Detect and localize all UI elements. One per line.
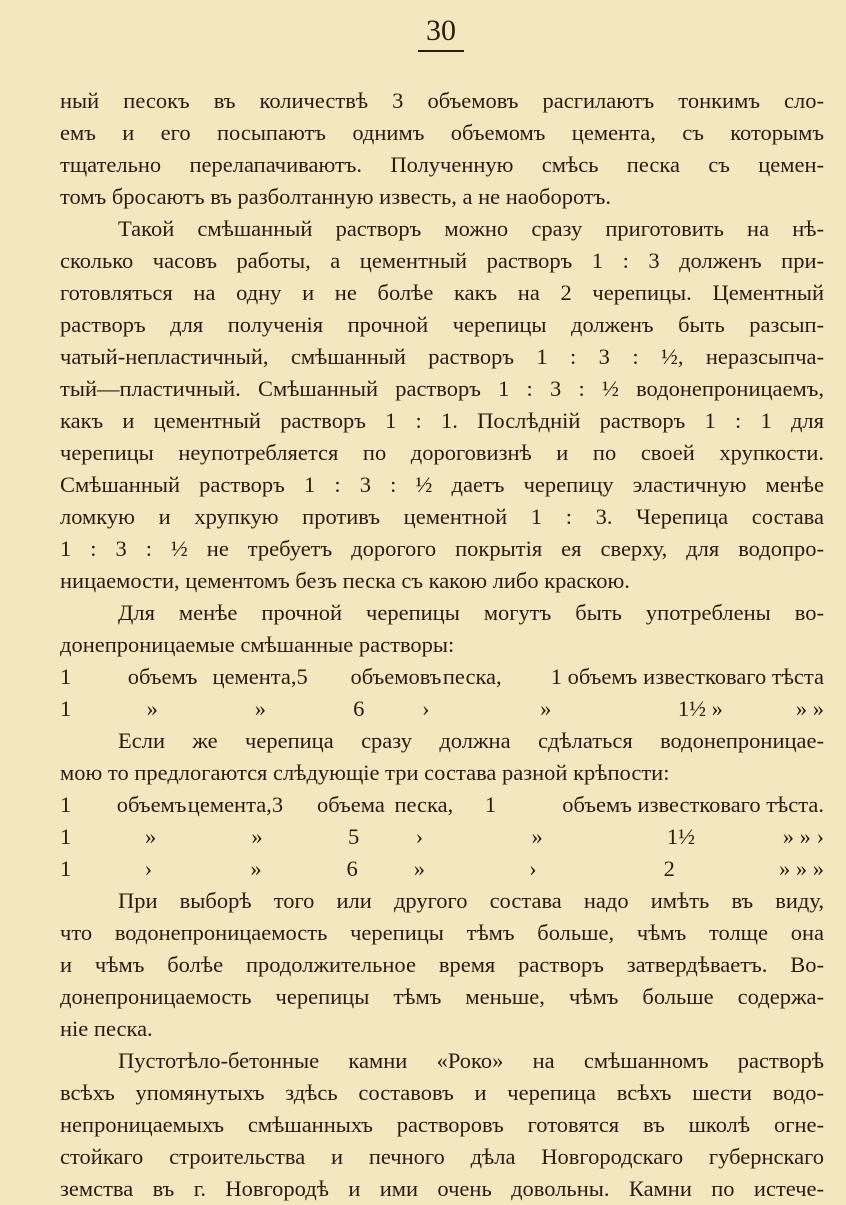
- composition-cell: ›: [529, 856, 537, 881]
- text-line: чатый-непластичный, смѣшанный растворъ 1 : 3 : ½, неразсыпча-: [60, 344, 824, 369]
- composition-cell: объема: [317, 792, 385, 817]
- text-line: всѣхъ упомянутыхъ здѣсь составовъ и черепица всѣхъ шести водо-: [60, 1080, 824, 1105]
- composition-cell: 5: [347, 824, 360, 849]
- composition-cell: ›: [422, 696, 430, 721]
- composition-cell: песка,: [394, 792, 454, 817]
- text-line: томъ бросаютъ въ разболтанную известь, а не наоборотъ.: [60, 184, 611, 209]
- text-line: донепроницаемые смѣшанные растворы:: [60, 632, 455, 657]
- composition-cell: 5: [296, 664, 308, 689]
- composition-row: [60, 693, 824, 725]
- text-line: сколько часовъ работы, а цементный растворъ 1 : 3 долженъ при-: [60, 248, 824, 273]
- text-line: что водонепроницаемость черепицы тѣмъ больше, чѣмъ толще она: [60, 920, 824, 945]
- composition-cell: 1: [60, 824, 72, 849]
- composition-cell: цемента,: [212, 664, 297, 689]
- composition-cell: 1: [484, 792, 497, 817]
- text-line: мою то предлогаются слѣдующіе три состава разной крѣпости:: [60, 760, 670, 785]
- text-line: донепроницаемость черепицы тѣмъ меньше, чѣмъ больше содержа-: [60, 984, 824, 1009]
- composition-cell: »: [146, 696, 158, 721]
- composition-cell: »: [540, 696, 552, 721]
- composition-cell: объемовъ: [350, 664, 442, 689]
- composition-cell: 6: [353, 696, 365, 721]
- composition-cell: 1½: [666, 824, 695, 849]
- text-line: 1 : 3 : ½ не требуетъ дорогого покрытія ея сверху, для водопро-: [60, 536, 824, 561]
- text-line: ніе песка.: [60, 1016, 153, 1041]
- composition-cell: »: [254, 696, 267, 721]
- text-line: Смѣшанный растворъ 1 : 3 : ½ даетъ черепицу эластичную менѣе: [60, 472, 824, 497]
- composition-cell: 6: [346, 856, 358, 881]
- page-text: [60, 85, 824, 1205]
- text-line: готовляться на одну и не болѣе какъ на 2 черепицы. Цементный: [60, 280, 824, 305]
- text-line: Для менѣе прочной черепицы могутъ быть употреблены во-: [118, 600, 824, 625]
- text-line: Если же черепица сразу должна сдѣлаться водонепроницае-: [118, 728, 824, 753]
- composition-row: [60, 821, 824, 853]
- composition-cell: 2: [663, 856, 675, 881]
- text-line: При выборѣ того или другого состава надо имѣть въ виду,: [118, 888, 824, 913]
- composition-cell: песка,: [442, 664, 502, 689]
- text-line: земства въ г. Новгородѣ и ими очень довольны. Камни по истече-: [60, 1176, 824, 1201]
- text-line: непроницаемыхъ смѣшанныхъ растворовъ готовятся въ школѣ огне-: [60, 1112, 824, 1137]
- composition-cell: »: [145, 824, 157, 849]
- composition-cell: 1½ »: [677, 696, 723, 721]
- text-line: ницаемости, цементомъ безъ песка съ какою либо краскою.: [60, 568, 630, 593]
- composition-cell: 3: [271, 792, 284, 817]
- composition-cell: объемъ: [116, 792, 187, 817]
- composition-cell: 1: [60, 664, 72, 689]
- composition-row: [60, 853, 824, 885]
- text-line: тщательно перелапачиваютъ. Полученную смѣсь песка съ цемен-: [60, 152, 824, 177]
- composition-cell: »: [413, 856, 425, 881]
- composition-cell: 1: [60, 696, 72, 721]
- text-line: стойкаго строительства и печного дѣла Новгородскаго губернскаго: [60, 1144, 824, 1169]
- composition-cell: »: [250, 856, 262, 881]
- composition-cell: »: [251, 824, 263, 849]
- text-line: ломкую и хрупкую противъ цементной 1 : 3. Черепица состава: [60, 504, 824, 529]
- text-line: растворъ для полученія прочной черепицы долженъ быть разсып-: [60, 312, 824, 337]
- composition-cell: 1: [60, 792, 72, 817]
- composition-cell: » » »: [779, 856, 824, 881]
- text-line: и чѣмъ болѣе продолжительное время растворъ затвердѣваетъ. Во-: [60, 952, 824, 977]
- page-number: [0, 14, 846, 52]
- composition-cell: 1: [60, 856, 72, 881]
- composition-cell: ›: [415, 824, 424, 849]
- text-line: черепицы неупотребляется по дороговизнѣ и по своей хрупкости.: [60, 440, 824, 465]
- text-line: ный песокъ въ количествѣ 3 объемовъ расгилаютъ тонкимъ сло-: [60, 88, 824, 113]
- composition-cell: » » ›: [782, 824, 824, 849]
- page-number-text: 30: [418, 14, 464, 52]
- text-line: тый—пластичный. Смѣшанный растворъ 1 : 3 : ½ водонепроницаемъ,: [60, 376, 824, 401]
- text-line: какъ и цементный растворъ 1 : 1. Послѣдній растворъ 1 : 1 для: [60, 408, 824, 433]
- composition-cell: объемъ известковаго тѣста.: [562, 792, 824, 817]
- composition-cell: известковаго тѣста: [643, 664, 824, 689]
- composition-cell: цемента,: [187, 792, 272, 817]
- text-line: Пустотѣло-бетонные камни «Роко» на смѣшанномъ растворѣ: [118, 1048, 824, 1073]
- composition-row: [60, 789, 824, 821]
- composition-row: [60, 661, 824, 693]
- composition-cell: объемъ: [127, 664, 198, 689]
- text-line: Такой смѣшанный растворъ можно сразу приготовить на нѣ-: [118, 216, 824, 241]
- composition-cell: 1 объемъ: [550, 664, 638, 689]
- composition-cell: ›: [144, 856, 153, 881]
- text-line: емъ и его посыпаютъ однимъ объемомъ цемента, съ которымъ: [60, 120, 824, 145]
- composition-cell: »: [531, 824, 543, 849]
- composition-cell: » »: [795, 696, 824, 721]
